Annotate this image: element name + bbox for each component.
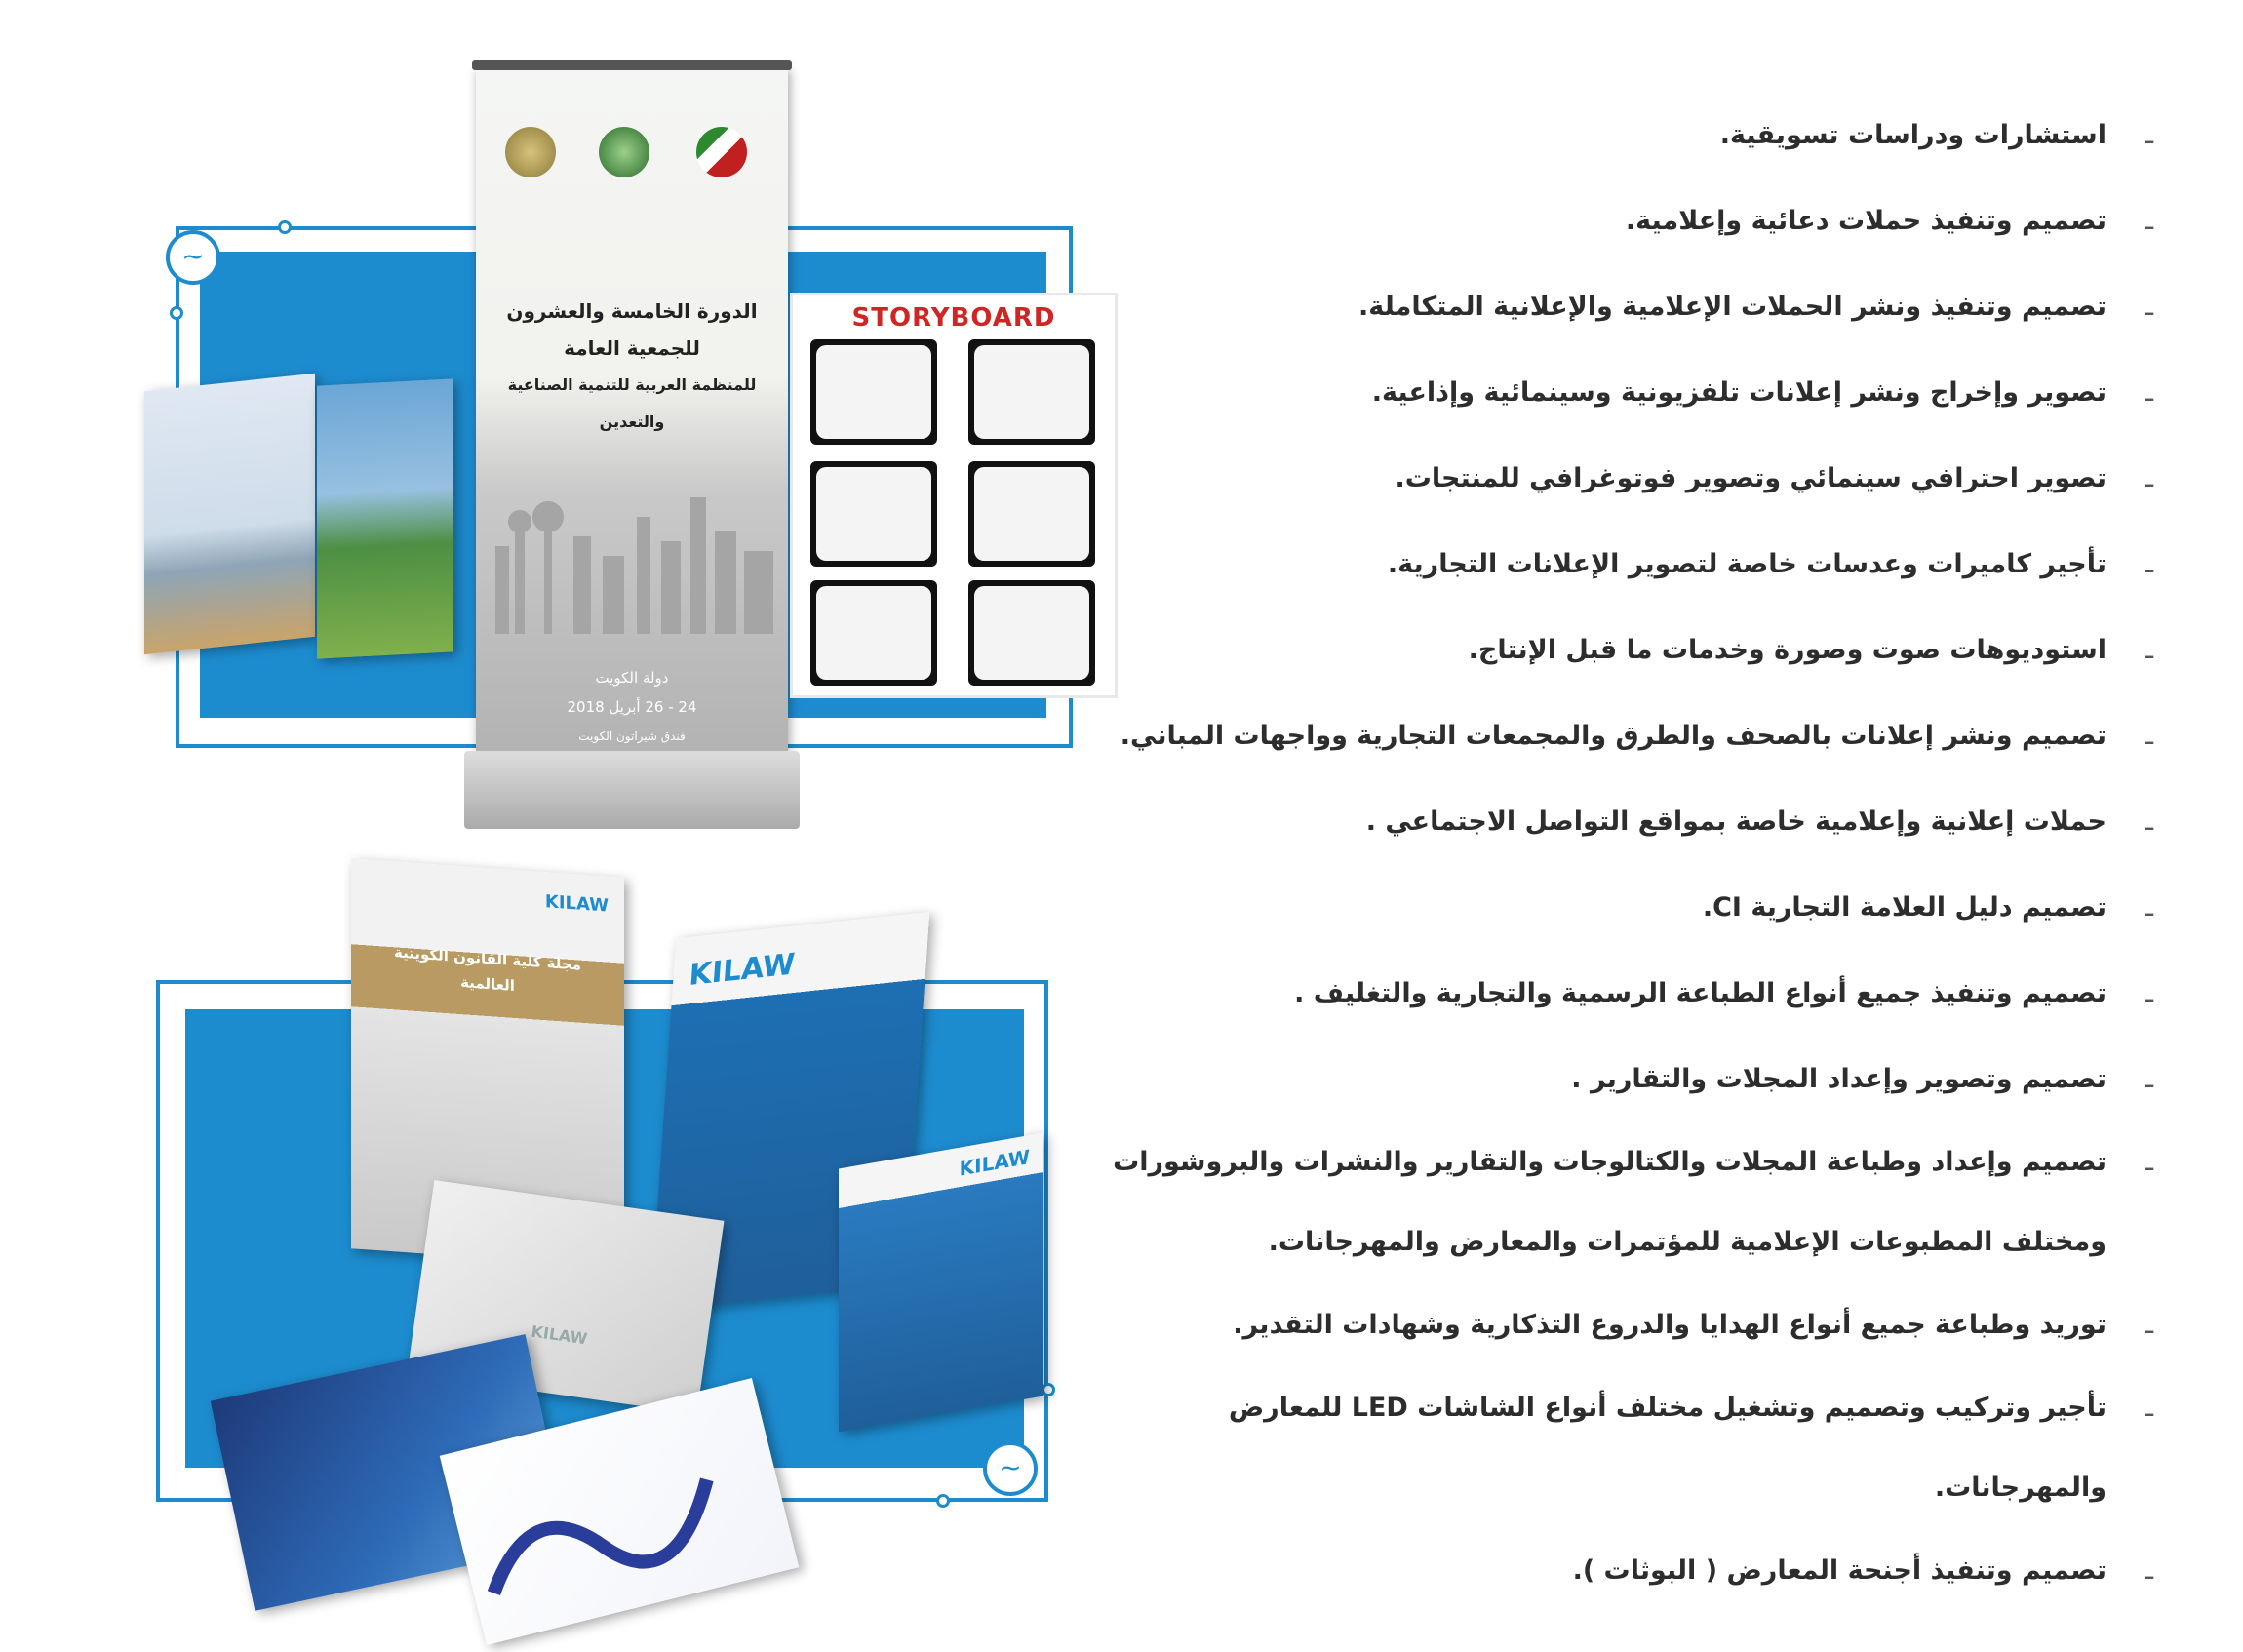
storyboard-title: STORYBOARD	[851, 303, 1056, 333]
service-item	[1092, 693, 2165, 779]
service-text: استشارات ودراسات تسويقية.	[1719, 120, 2106, 150]
kilaw-logo: KILAW	[959, 1144, 1030, 1181]
banner-stand-base	[464, 751, 800, 829]
banner-country: دولة الكويت	[595, 669, 669, 687]
service-item	[1092, 264, 2165, 350]
banner-title-line: للمنظمة العربية للتنمية الصناعية والتعدين	[507, 375, 757, 431]
service-text-line: تأجير وتركيب وتصميم وتشغيل مختلف أنواع الشاشات LED للمعارض	[1228, 1393, 2106, 1423]
bullet-dash: ـ	[2145, 635, 2153, 665]
banner-title	[495, 293, 768, 441]
storyboard-frame	[968, 461, 1095, 567]
kilaw-logo: KILAW	[530, 1321, 589, 1349]
service-text: حملات إعلانية وإعلامية خاصة بمواقع التواصل الاجتماعي .	[1365, 806, 2106, 837]
service-item	[1092, 951, 2165, 1037]
bullet-dash: ـ	[2145, 377, 2153, 408]
frame-dot	[278, 220, 292, 234]
service-item	[1092, 779, 2165, 865]
bullet-dash: ـ	[2145, 1310, 2153, 1340]
book-kuwait-cover	[317, 378, 453, 658]
service-text: تصوير وإخراج ونشر إعلانات تلفزيونية وسينمائية وإذاعية.	[1371, 377, 2106, 408]
service-text: تصميم وتنفيذ حملات دعائية وإعلامية.	[1625, 206, 2106, 236]
service-text: تصوير احترافي سينمائي وتصوير فوتوغرافي للمنتجات.	[1395, 463, 2106, 493]
banner-title-line: الدورة الخامسة والعشرون	[506, 299, 758, 323]
service-item	[1092, 608, 2165, 693]
banner-top-bar	[472, 60, 792, 70]
bullet-dash: ـ	[2145, 892, 2153, 923]
storyboard-frame	[968, 580, 1095, 686]
banner-venue: فندق شيراتون الكويت	[578, 729, 686, 743]
city-skyline-graphic	[476, 488, 788, 634]
bullet-dash: ـ	[2145, 978, 2153, 1008]
kilaw-logo: KILAW	[544, 891, 609, 917]
bullet-dash: ـ	[2145, 1555, 2153, 1586]
emblem-icon	[505, 127, 556, 177]
service-text: توريد وطباعة جميع أنواع الهدايا والدروع التذكارية وشهادات التقدير.	[1233, 1310, 2106, 1340]
storyboard-sheet	[790, 293, 1118, 698]
service-text: تصميم دليل العلامة التجارية CI.	[1702, 892, 2106, 923]
service-item	[1092, 1368, 2165, 1528]
service-item	[1092, 178, 2165, 264]
service-item	[1092, 350, 2165, 436]
service-text: تصميم ونشر إعلانات بالصحف والطرق والمجمعات التجارية وواجهات المباني.	[1120, 721, 2106, 751]
rollup-banner	[476, 68, 788, 751]
bullet-dash: ـ	[2145, 1064, 2153, 1094]
book-mosque-cover	[144, 374, 315, 654]
service-text-line: تصميم وإعداد وطباعة المجلات والكتالوجات والتقارير والنشرات والبروشورات	[1113, 1147, 2106, 1177]
banner-title-line: للجمعية العامة	[564, 336, 700, 360]
bullet-dash: ـ	[2145, 120, 2153, 150]
storyboard-frame	[810, 580, 937, 686]
service-item	[1092, 436, 2165, 522]
service-text: استوديوهات صوت وصورة وخدمات ما قبل الإنتاج.	[1468, 635, 2106, 665]
service-text: تصميم وتنفيذ ونشر الحملات الإعلامية والإعلانية المتكاملة.	[1358, 292, 2106, 322]
service-text-line: ومختلف المطبوعات الإعلامية للمؤتمرات والمعارض والمهرجانات.	[1268, 1227, 2106, 1257]
bullet-dash: ـ	[2145, 549, 2153, 579]
storyboard-frame	[810, 461, 937, 567]
bullet-dash: ـ	[2145, 463, 2153, 493]
frame-dot	[936, 1494, 950, 1508]
service-item	[1092, 1528, 2165, 1614]
banner-dates: 24 - 26 أبريل 2018	[567, 698, 697, 716]
service-item	[1092, 522, 2165, 608]
law-journal-title: مجلة كلية القانون الكويتية العالمية	[394, 943, 581, 995]
bullet-dash: ـ	[2145, 206, 2153, 236]
services-list	[1092, 93, 2165, 1614]
service-text: تأجير كاميرات وعدسات خاصة لتصوير الإعلانات التجارية.	[1387, 549, 2106, 579]
emblem-icon	[696, 127, 747, 177]
service-text: تصميم وتنفيذ جميع أنواع الطباعة الرسمية والتجارية والتغليف .	[1294, 978, 2106, 1008]
kilaw-magazine-back	[839, 1132, 1043, 1432]
service-text-line: والمهرجانات.	[1934, 1473, 2106, 1503]
frame-dot	[170, 306, 183, 320]
banner-footer	[495, 663, 768, 751]
service-item	[1092, 93, 2165, 178]
frame-dot	[1042, 1383, 1055, 1396]
bullet-dash: ـ	[2145, 1147, 2153, 1177]
bullet-dash: ـ	[2145, 1393, 2153, 1423]
bullet-dash: ـ	[2145, 721, 2153, 751]
service-text: تصميم وتنفيذ أجنحة المعارض ( البوثات ).	[1572, 1555, 2106, 1586]
service-item	[1092, 1282, 2165, 1368]
storyboard-frame	[810, 339, 937, 445]
service-item	[1092, 1122, 2165, 1282]
bullet-dash: ـ	[2145, 292, 2153, 322]
brand-circle-icon: ~	[983, 1441, 1038, 1496]
service-text: تصميم وتصوير وإعداد المجلات والتقارير .	[1571, 1064, 2106, 1094]
storyboard-frame	[968, 339, 1095, 445]
kilaw-logo: KILAW	[688, 947, 797, 994]
service-item	[1092, 1037, 2165, 1122]
brand-circle-icon: ~	[166, 230, 220, 285]
bullet-dash: ـ	[2145, 806, 2153, 837]
service-item	[1092, 865, 2165, 951]
emblem-icon	[599, 127, 649, 177]
